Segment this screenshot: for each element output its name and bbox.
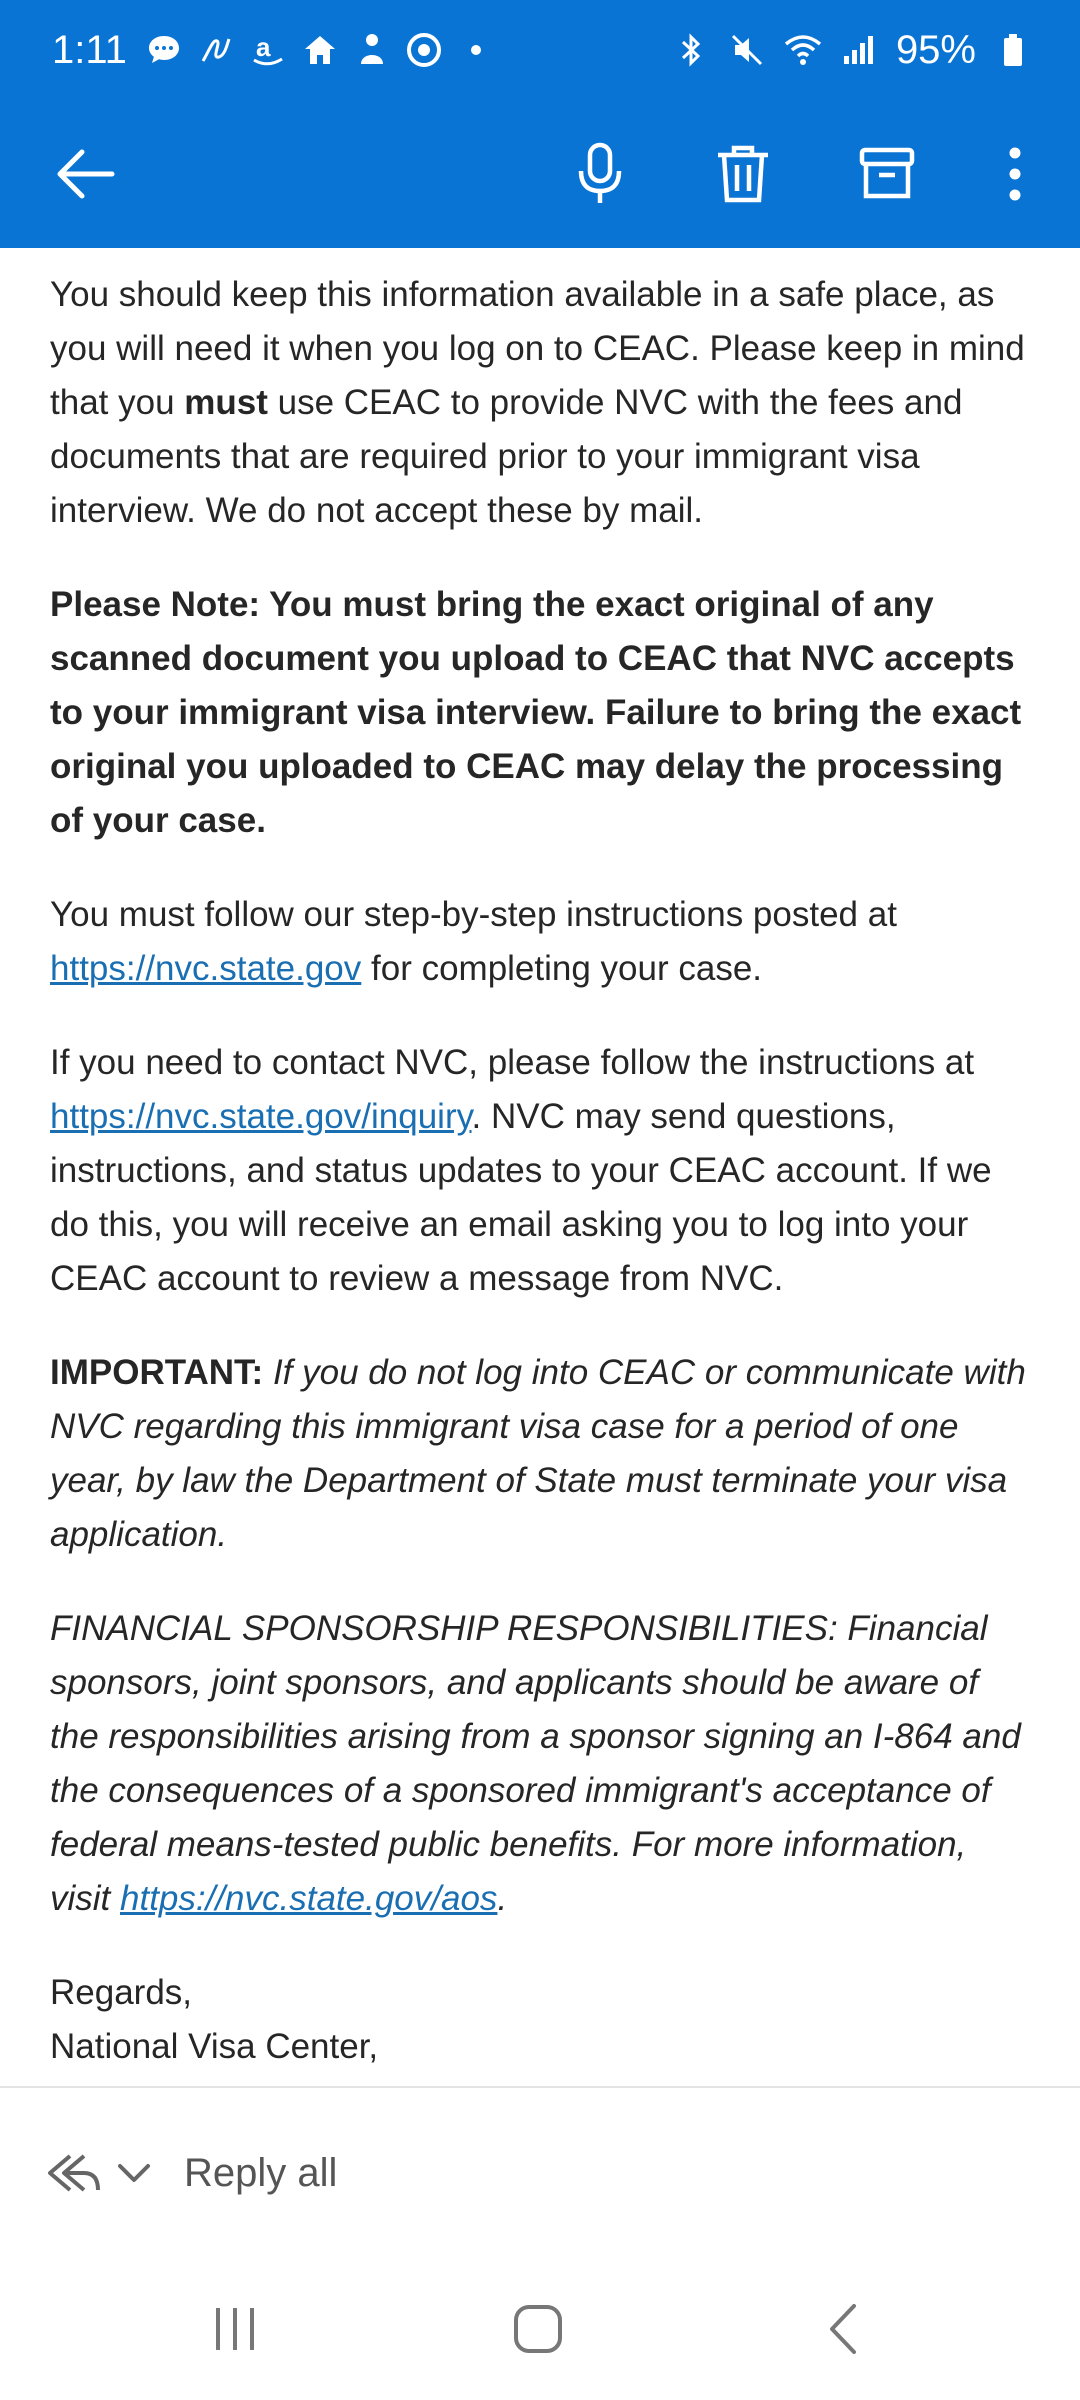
paragraph-please-note: Please Note: You must bring the exact original of any scanned document you upload to CEAC that NVC accepts to your immigrant visa interview. Failure to bring the exact original you uploaded to CEAC may delay the processing of your case. <box>50 585 1022 840</box>
archive-button[interactable] <box>832 100 942 248</box>
text: . NVC may send questions, instructions, and status updates to your CEAC account. If we do this, you will receive an email asking you to log into your CEAC account to review a message from NVC. <box>50 1097 992 1298</box>
home-button-icon <box>512 2303 564 2355</box>
paragraph-contact <box>50 1036 1032 1306</box>
email-app-bar <box>0 100 1080 248</box>
back-button[interactable] <box>30 100 140 248</box>
link-nvc-aos[interactable]: https://nvc.state.gov/aos <box>120 1879 498 1918</box>
more-options-button[interactable] <box>960 100 1070 248</box>
link-nvc-home[interactable]: https://nvc.state.gov <box>50 949 362 988</box>
status-time: 1:11 <box>52 27 127 72</box>
reply-bar <box>0 2088 1080 2258</box>
person-icon <box>353 31 391 69</box>
text: FINANCIAL SPONSORSHIP RESPONSIBILITIES: Financial sponsors, joint sponsors, and applicants should be aware of the responsibilities arising from a sponsor signing an I-864 and the consequences of a sponsored immigrant's acceptance of federal means-tested public benefits. For more information, visit <box>50 1609 1021 1918</box>
svg-text:a: a <box>255 32 271 62</box>
reply-all-icon[interactable] <box>40 2148 102 2198</box>
battery-percent: 95% <box>895 27 976 72</box>
important-label: IMPORTANT: <box>50 1353 264 1392</box>
text: use CEAC to provide NVC with the fees and documents that are required prior to your immigrant visa interview. We do not accept these by mail. <box>50 383 963 530</box>
paragraph-keep-info <box>50 268 1032 538</box>
reply-all-button[interactable]: Reply all <box>184 2150 338 2195</box>
back-nav-button[interactable] <box>772 2258 912 2400</box>
target-icon <box>405 31 443 69</box>
paragraph-instructions <box>50 888 1032 996</box>
text: If you need to contact NVC, please follow the instructions at <box>50 1043 975 1082</box>
archive-icon <box>858 146 916 202</box>
chat-icon <box>145 31 183 69</box>
text: You should keep this information available in a safe place, as you will need it when you log on to CEAC. Please keep in mind that you <box>50 275 1025 422</box>
text: If you do not log into CEAC or communicate with NVC regarding this immigrant visa case for a period of one year, by law the Department of State must terminate your visa application. <box>50 1353 1026 1554</box>
delete-button[interactable] <box>688 100 798 248</box>
text: You must follow our step-by-step instructions posted at <box>50 895 897 934</box>
microphone-icon <box>575 141 625 207</box>
back-nav-icon <box>824 2302 860 2356</box>
mute-icon <box>728 31 766 69</box>
amazon-icon <box>249 31 287 69</box>
wifi-icon <box>784 31 822 69</box>
email-body <box>0 248 1080 2086</box>
home-icon <box>301 31 339 69</box>
closing-regards: Regards, <box>50 1973 193 2012</box>
more-vertical-icon <box>1007 146 1023 202</box>
pen-icon <box>197 31 235 69</box>
link-nvc-inquiry[interactable]: https://nvc.state.gov/inquiry <box>50 1097 472 1136</box>
dot-icon <box>457 31 495 69</box>
chevron-down-icon[interactable] <box>114 2153 154 2193</box>
recent-apps-icon <box>210 2304 260 2354</box>
signal-icon <box>840 31 878 69</box>
dictate-button[interactable] <box>545 100 655 248</box>
home-nav-button[interactable] <box>468 2258 608 2400</box>
emphasis-text: must <box>184 383 268 422</box>
paragraph-important <box>50 1346 1032 1562</box>
arrow-left-icon <box>54 148 116 200</box>
trash-icon <box>714 143 772 205</box>
battery-icon <box>994 31 1032 69</box>
status-bar <box>0 0 1080 100</box>
recent-apps-button[interactable] <box>165 2258 305 2400</box>
text: for completing your case. <box>361 949 763 988</box>
system-nav-bar <box>0 2258 1080 2400</box>
paragraph-financial-sponsorship <box>50 1602 1032 1926</box>
text: . <box>497 1879 508 1918</box>
signature-line: National Visa Center, <box>50 2027 379 2066</box>
bluetooth-icon <box>672 31 710 69</box>
